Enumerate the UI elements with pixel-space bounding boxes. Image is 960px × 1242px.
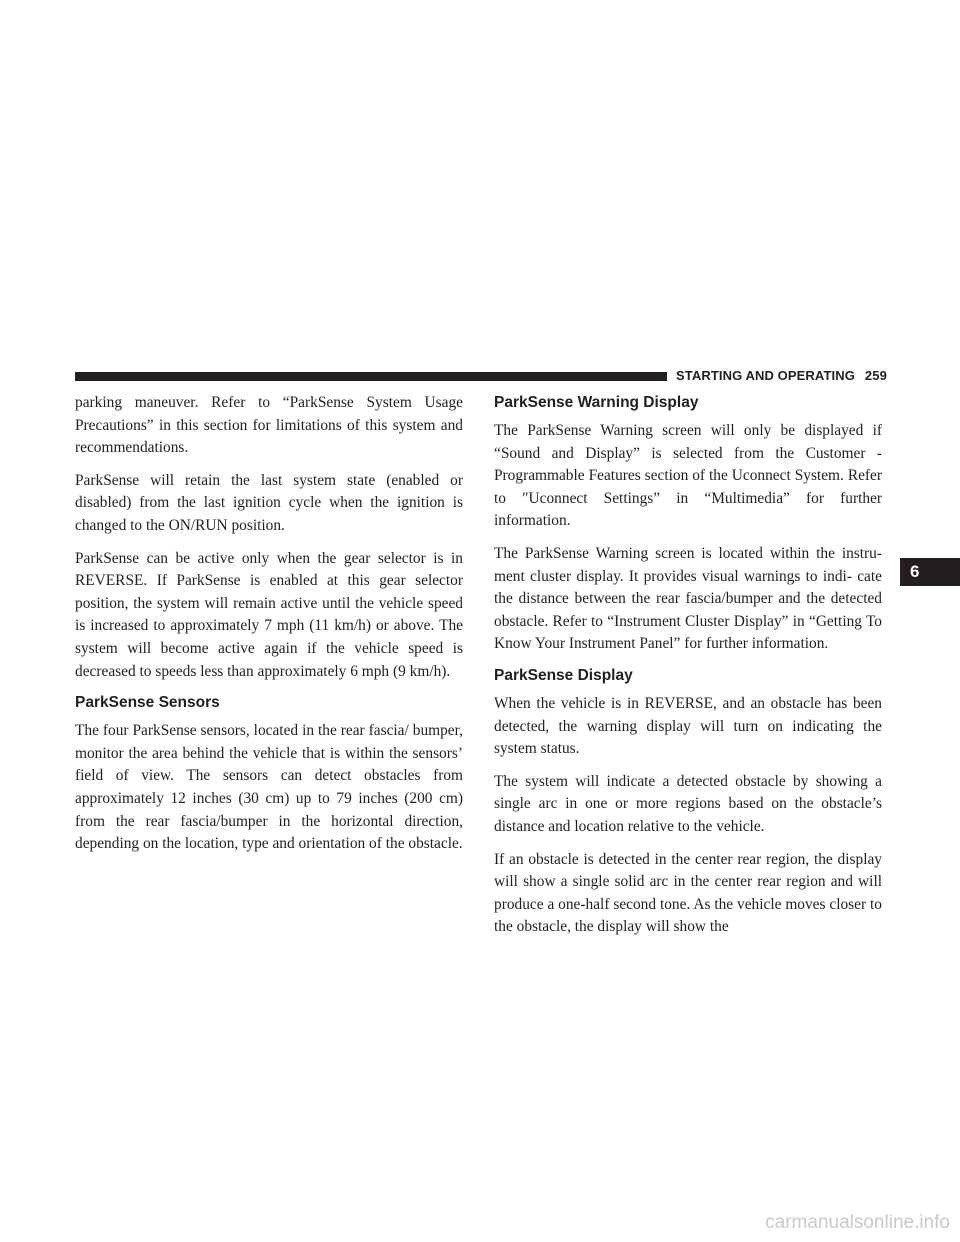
paragraph: ParkSense will retain the last system state (enabled or disabled) from the last ignition cycle when the ignition is changed to the ON/RUN position. <box>75 471 463 534</box>
chapter-tab: 6 <box>900 558 960 586</box>
paragraph: parking maneuver. Refer to “ParkSense System Usage Precautions” in this section for limitations of this system and recommendations. <box>75 394 463 457</box>
right-column <box>494 392 882 949</box>
header-rule <box>75 372 667 381</box>
page-number: 259 <box>864 368 887 383</box>
watermark: carmanualsonline.info <box>765 1212 950 1233</box>
page-header <box>676 368 887 384</box>
paragraph: The ParkSense Warning screen will only be displayed if “Sound and Display” is selected from the Customer - Programmable Features section of the Uconnect System. Refer to ″Uconnect Settings” in “Multimedia” for further information. <box>494 422 882 530</box>
left-column <box>75 392 463 866</box>
paragraph: ParkSense can be active only when the gear selector is in REVERSE. If ParkSense is enabled at this gear selector position, the system will remain active until the vehicle speed is increased to approximately 7 mph (11 km/h) or above. The system will become active again if the vehicle speed is decreased to speeds less than approximately 6 mph (9 km/h). <box>75 549 463 680</box>
section-title: STARTING AND OPERATING <box>676 368 855 383</box>
section-heading-sensors: ParkSense Sensors <box>75 694 220 712</box>
section-heading-warning-display: ParkSense Warning Display <box>494 394 699 411</box>
paragraph: When the vehicle is in REVERSE, and an obstacle has been detected, the warning display will turn on indicating the system status. <box>494 694 882 758</box>
paragraph: The system will indicate a detected obstacle by showing a single arc in one or more regions based on the obstacle’s distance and location relative to the vehicle. <box>494 772 882 835</box>
paragraph: The ParkSense Warning screen is located within the instru- ment cluster display. It provides visual warnings to indi- cate the distance between the rear fascia/bumper and the detected obstacle. Refer to “Instrument Cluster Display” in “Getting To Know Your Instrument Panel” for further information. <box>494 544 882 653</box>
section-heading-display: ParkSense Display <box>494 666 633 684</box>
paragraph: If an obstacle is detected in the center rear region, the display will show a single solid arc in the center rear region and will produce a one-half second tone. As the vehicle moves closer to the obstacle, the display will show the <box>494 850 882 936</box>
paragraph: The four ParkSense sensors, located in the rear fascia/ bumper, monitor the area behind the vehicle that is within the sensors’ field of view. The sensors can detect obstacles from approximately 12 inches (30 cm) up to 79 inches (200 cm) from the rear fascia/bumper in the horizontal direction, depending on the location, type and orientation of the obstacle. <box>75 722 463 853</box>
